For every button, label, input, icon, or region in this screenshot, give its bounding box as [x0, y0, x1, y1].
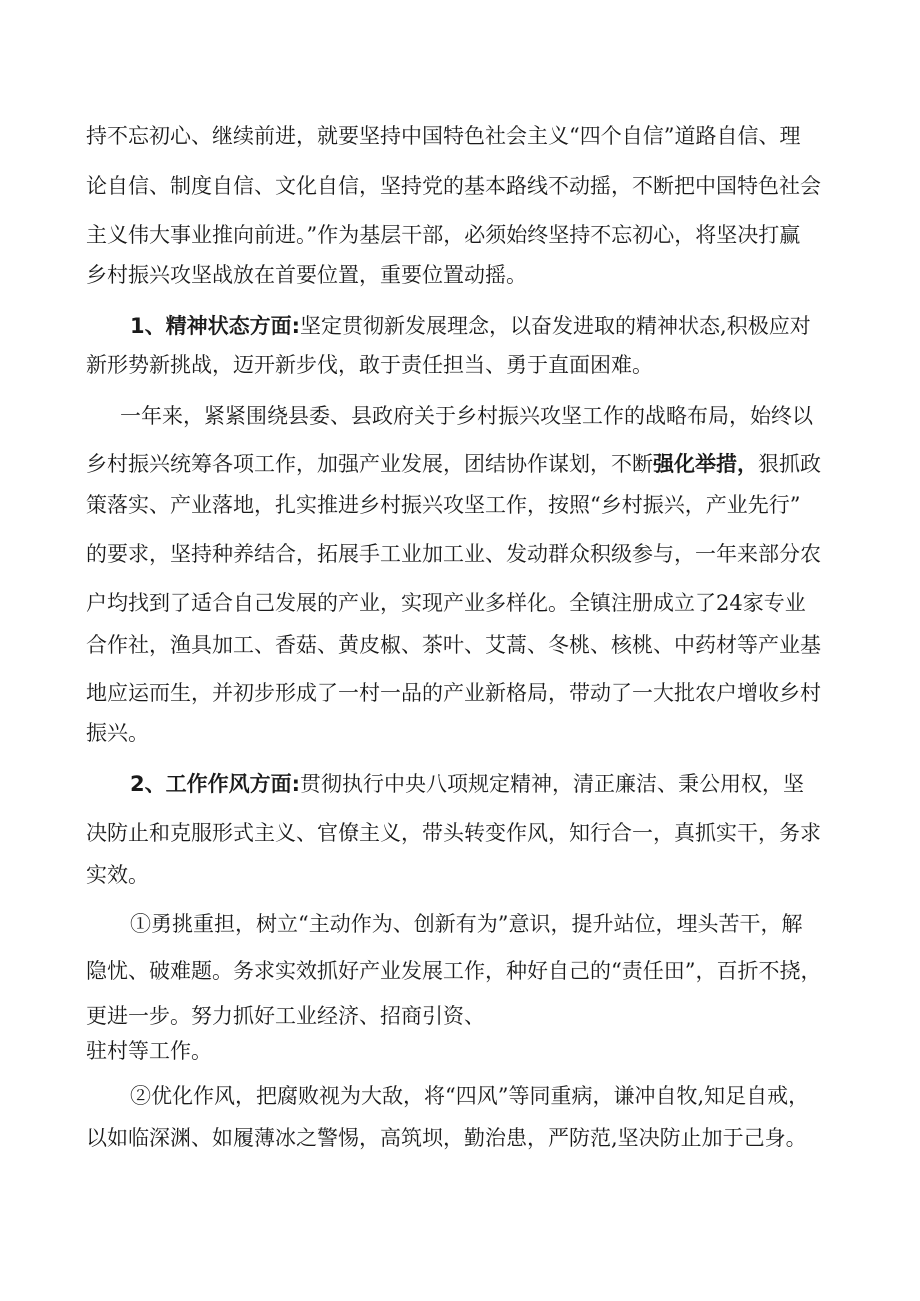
section-2-line-2: 决防止和克服形式主义、官僚主义，带头转变作风，知行合一，真抓实干，务求 [86, 821, 821, 845]
paragraph-1-line-3: 主义伟大事业推向前进。”作为基层干部，必须始终坚持不忘初心，将坚决打赢 [86, 223, 801, 247]
item-2-line-1: ②优化作风，把腐败视为大敌，将“四风”等同重病，谦冲自牧,知足自戒， [130, 1084, 810, 1108]
paragraph-3-line-2-text: 乡村振兴统筹各项工作，加强产业发展，团结协作谋划，不断 [86, 452, 653, 476]
section-1-first-line-text: 坚定贯彻新发展理念，以奋发进取的精神状态,积极应对 [300, 314, 811, 338]
paragraph-3-line-4: 的要求，坚持种养结合，拓展手工业加工业、发动群众积级参与，一年来部分农 [86, 542, 821, 566]
section-2-first-line-text: 贯彻执行中央八项规定精神，清正廉洁、秉公用权，坚 [300, 772, 805, 796]
paragraph-3-line-5: 户均找到了适合自己发展的产业，实现产业多样化。全镇注册成立了24家专业 [86, 591, 806, 615]
paragraph-3-line-6: 合作社，渔具加工、香菇、黄皮椒、茶叶、艾蒿、冬桃、核桃、中药材等产业基 [86, 633, 821, 657]
paragraph-1-line-1: 持不忘初心、继续前进，就要坚持中国特色社会主义“四个自信”道路自信、理 [86, 124, 801, 148]
item-1-line-3: 更进一步。努力抓好工业经济、招商引资、 [86, 1004, 485, 1028]
paragraph-3-line-1: 一年来，紧紧围绕县委、县政府关于乡村振兴攻坚工作的战略布局，始终以 [120, 404, 813, 428]
item-1-line-4: 驻村等工作。 [86, 1039, 212, 1063]
paragraph-3-line-8: 振兴。 [86, 721, 149, 745]
paragraph-3-line-7: 地应运而生，并初步形成了一村一品的产业新格局，带动了一大批农户增收乡村 [86, 681, 821, 705]
item-1-line-1: ①勇挑重担，树立“主动作为、创新有为”意识，提升站位，埋头苦干，解 [130, 912, 803, 936]
section-2-first-line [130, 771, 804, 797]
section-1-first-line [130, 313, 811, 339]
section-2-line-3: 实效。 [86, 863, 149, 887]
item-1-line-2: 隐忧、破难题。务求实效抓好产业发展工作，种好自己的“责任田”，百折不挠， [86, 959, 822, 983]
section-1-line-2: 新形势新挑战，迈开新步伐，敢于责任担当、勇于直面困难。 [86, 353, 653, 377]
paragraph-1-line-2: 论自信、制度自信、文化自信，坚持党的基本路线不动摇，不断把中国特色社会 [86, 174, 821, 198]
item-2-line-2: 以如临深渊、如履薄冰之警惕，高筑坝，勤治患，严防范,坚决防止加于己身。 [86, 1126, 807, 1150]
emphasis-phrase: 强化举措， [653, 452, 758, 476]
section-2-heading: 2、工作作风方面: [130, 772, 301, 796]
paragraph-3-line-2-end: 狠抓政 [758, 452, 821, 476]
paragraph-3-line-2 [86, 451, 821, 477]
paragraph-1-line-4: 乡村振兴攻坚战放在首要位置，重要位置动摇。 [86, 263, 527, 287]
paragraph-3-line-3: 策落实、产业落地，扎实推进乡村振兴攻坚工作，按照“乡村振兴，产业先行” [86, 493, 801, 517]
section-1-heading: 1、精神状态方面: [130, 314, 301, 338]
